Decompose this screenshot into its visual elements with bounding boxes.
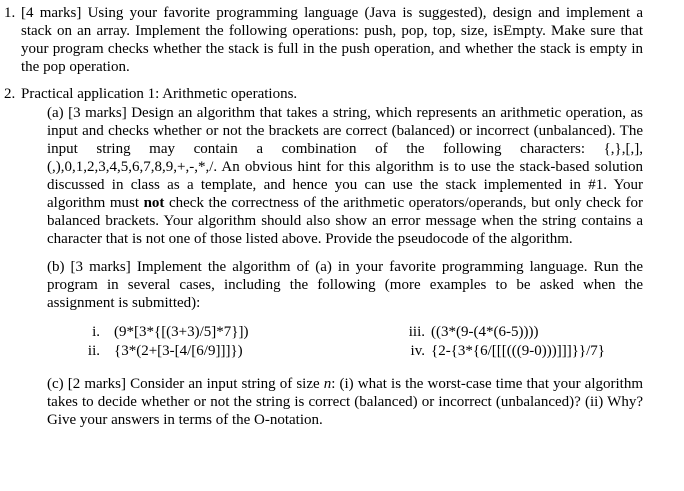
part-a-bold-not: not (143, 195, 165, 211)
test-case-expression: ((3*(9-(4*(6-5)))) (431, 324, 539, 340)
question-1 (4, 4, 643, 76)
part-a-text-1: (a) [3 marks] Design an algorithm that takes a string, which represents an arithmetic operation, as input and checks whether or not the brackets are correct (balanced) or incorrect (unbalanced). The input string may contain a combination of the following characters: {,},[,],(,),0,1,2,3,4,5,6,7,8,9,+,-,*,/. An obvious hint for this algorithm is to use the stack-based solution discussed in class as a template, and hence you can use the stack implemented in #1. Your algorithm must (47, 105, 643, 211)
part-c-text-1: (c) [2 marks] Consider an input string of size (47, 376, 324, 392)
test-case-numeral: ii. (87, 343, 100, 359)
part-c-italic-n: n (323, 376, 332, 392)
part-c-text-2: : (i) what is the worst-case time that your algorithm takes to decide whether or not the string is correct (balanced) or incorrect (unbalanced)? (ii) Why? Give your answers in terms of the O-notation. (47, 376, 644, 428)
test-case (76, 342, 243, 360)
test-case (403, 323, 538, 341)
part-a (47, 104, 643, 248)
question-1-text: [4 marks] Using your favorite programming language (Java is suggested), design and implement a stack on an array. Implement the following operations: push, pop, top, size, isEmpty. Make sure that your program checks whether the stack is full in the push operation, and whether the stack is empty in the pop operation. (21, 5, 643, 75)
question-2 (4, 85, 644, 429)
test-case (76, 323, 249, 341)
part-c (47, 375, 643, 429)
test-case-numeral: i. (92, 324, 100, 340)
test-cases (21, 323, 643, 361)
part-b: (b) [3 marks] Implement the algorithm of (a) in your favorite programming language. Run the program in several cases, including the following (more examples to be asked when the assignment is submitted): (47, 259, 643, 311)
question-2-title: Practical application 1: Arithmetic operations. (21, 86, 298, 102)
test-case-expression: {3*(2+[3-[4/[6/9]]]}) (114, 343, 243, 359)
part-a-text-2: check the correctness of the arithmetic operators/operands, but only check for balanced brackets. Your algorithm should also show an error message when the string contains a character that is not one of those listed above. Provide the pseudocode of the algorithm. (47, 195, 644, 247)
test-case-numeral: iv. (410, 343, 425, 359)
test-case (403, 342, 605, 360)
test-case-numeral: iii. (408, 324, 425, 340)
question-2-number: 2. (4, 86, 16, 102)
question-1-number: 1. (4, 5, 16, 21)
assignment-page (0, 4, 684, 429)
test-case-expression: (9*[3*{[(3+3)/5]*7}]) (114, 324, 249, 340)
test-case-expression: {2-{3*{6/[[[(((9-0)))]]]}}/7} (431, 343, 605, 359)
